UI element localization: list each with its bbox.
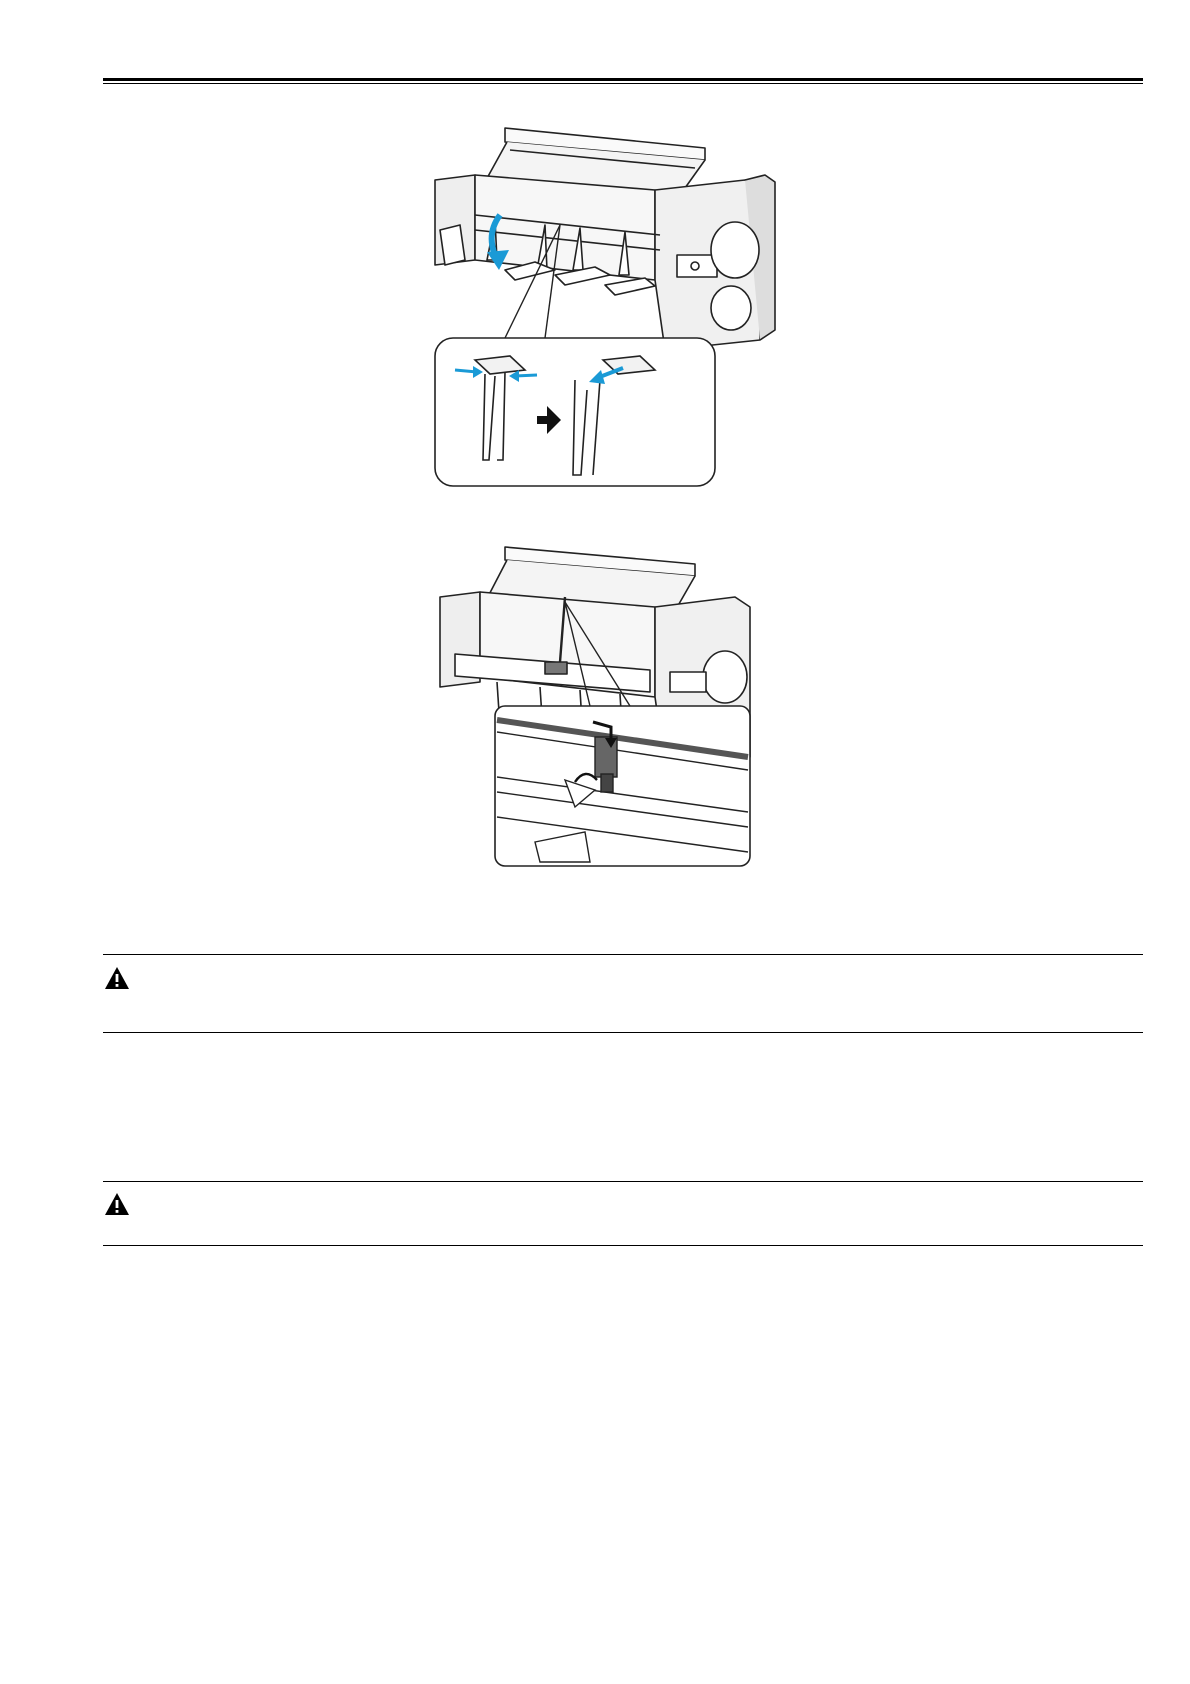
figure-2-printer-illustration bbox=[425, 542, 825, 922]
notice-2-bottom-rule bbox=[103, 1245, 1143, 1246]
header-rule bbox=[103, 78, 1143, 84]
figure-1-printer-illustration bbox=[415, 120, 835, 490]
notice-2-top-rule bbox=[103, 1181, 1143, 1182]
warning-triangle-icon bbox=[104, 966, 130, 990]
warning-triangle-icon bbox=[104, 1192, 130, 1216]
notice-1-top-rule bbox=[103, 954, 1143, 955]
notice-1-bottom-rule bbox=[103, 1032, 1143, 1033]
